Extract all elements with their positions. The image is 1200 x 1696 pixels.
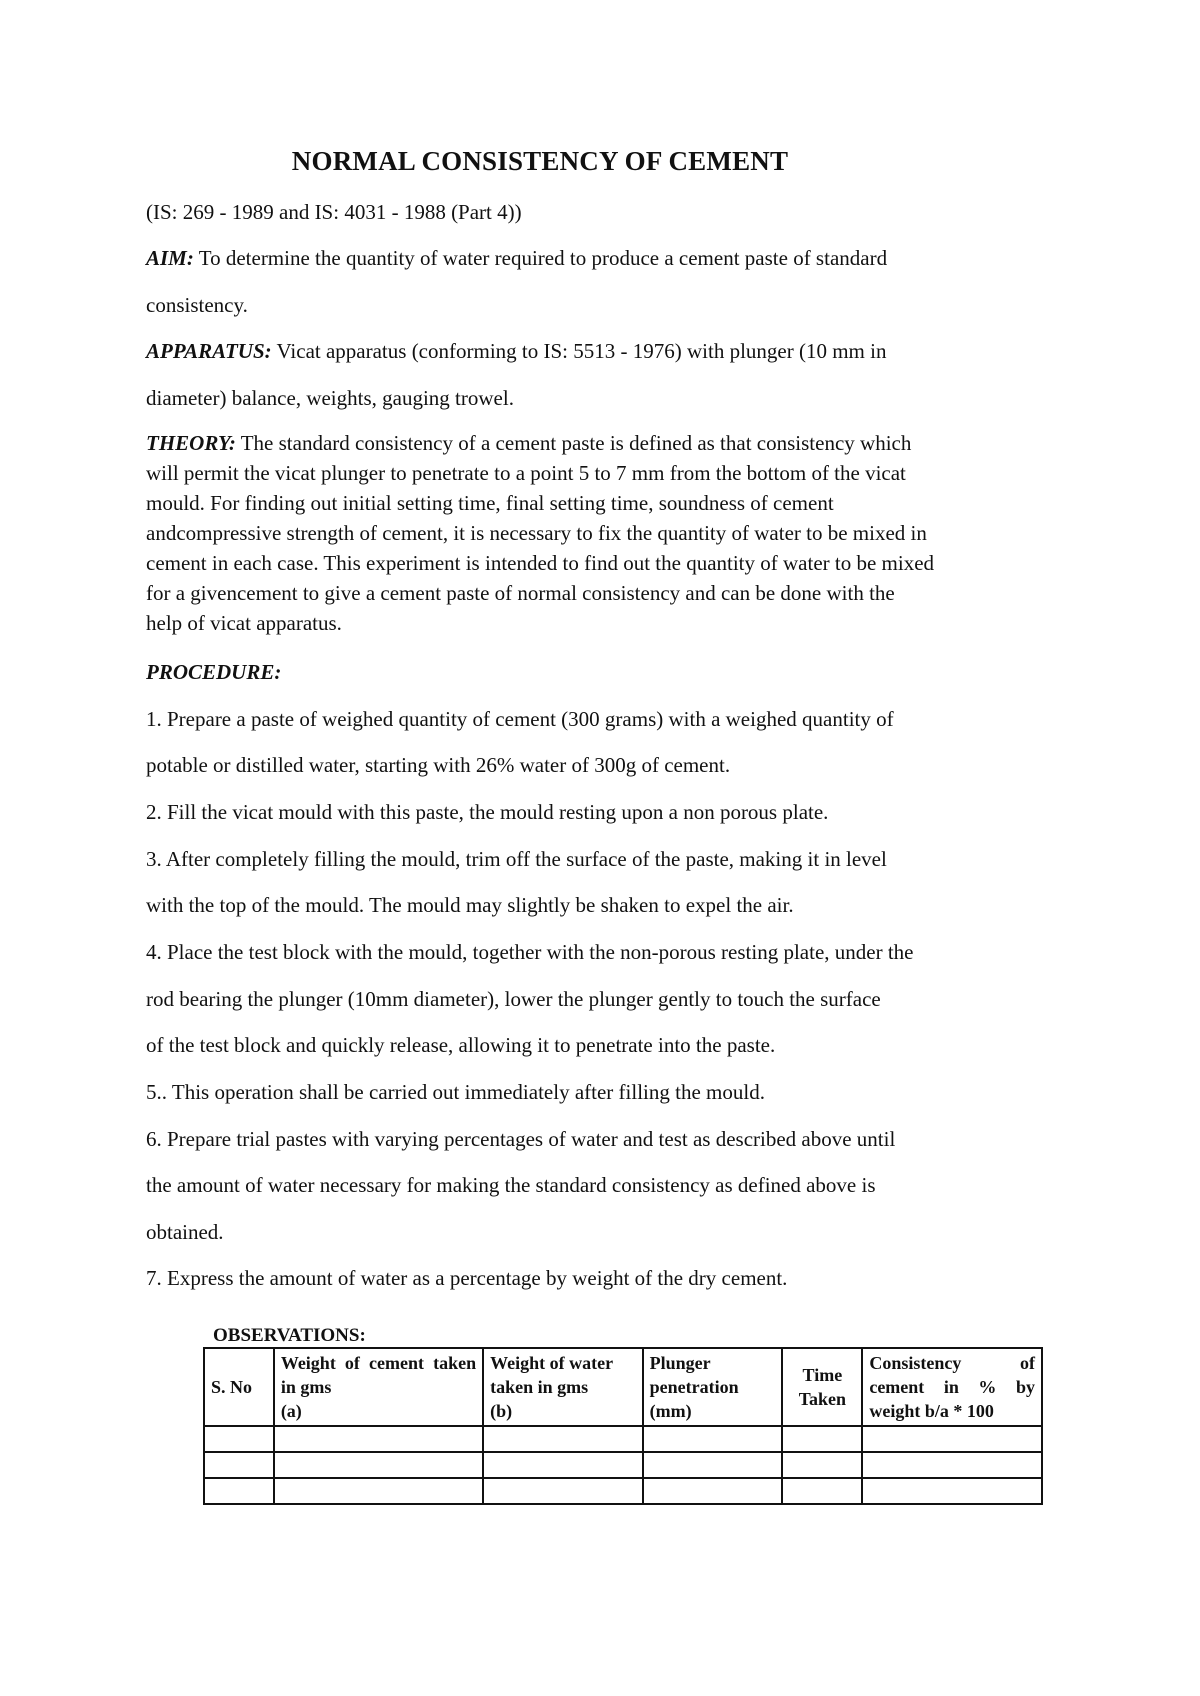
theory-section bbox=[146, 428, 1076, 638]
apparatus-text-line-2: diameter) balance, weights, gauging trowel. bbox=[146, 386, 514, 410]
theory-label: THEORY: bbox=[146, 431, 236, 455]
apparatus-text-line-1: Vicat apparatus (conforming to IS: 5513 - 1976) with plunger (10 mm in bbox=[271, 339, 887, 363]
table-cell bbox=[862, 1452, 1042, 1478]
procedure-line: the amount of water necessary for making the standard consistency as defined above is bbox=[146, 1173, 876, 1197]
header-plunger-penetration: Plunger penetration (mm) bbox=[643, 1348, 783, 1426]
table-cell bbox=[483, 1478, 643, 1504]
theory-line: The standard consistency of a cement paste is defined as that consistency which bbox=[235, 431, 912, 455]
table-cell bbox=[862, 1426, 1042, 1452]
page-title: NORMAL CONSISTENCY OF CEMENT bbox=[291, 146, 789, 176]
header-water-weight: Weight of water taken in gms (b) bbox=[483, 1348, 643, 1426]
table-header-row bbox=[204, 1348, 1042, 1426]
theory-line: andcompressive strength of cement, it is necessary to fix the quantity of water to be mixed in bbox=[146, 521, 927, 545]
table-cell bbox=[204, 1478, 274, 1504]
procedure-line: 5.. This operation shall be carried out immediately after filling the mould. bbox=[146, 1080, 765, 1104]
table-row bbox=[204, 1478, 1042, 1504]
theory-line: mould. For finding out initial setting time, final setting time, soundness of cement bbox=[146, 491, 834, 515]
observations-table bbox=[203, 1347, 1043, 1505]
procedure-line: 2. Fill the vicat mould with this paste, the mould resting upon a non porous plate. bbox=[146, 800, 829, 824]
table-cell bbox=[782, 1426, 862, 1452]
aim-section bbox=[146, 246, 887, 271]
table-cell bbox=[782, 1478, 862, 1504]
table-cell bbox=[483, 1426, 643, 1452]
procedure-line: 1. Prepare a paste of weighed quantity of cement (300 grams) with a weighed quantity of bbox=[146, 707, 894, 731]
table-cell bbox=[643, 1478, 783, 1504]
table-row bbox=[204, 1452, 1042, 1478]
aim-label: AIM: bbox=[146, 246, 194, 270]
table-row bbox=[204, 1426, 1042, 1452]
header-cement-weight: Weight of cement taken in gms (a) bbox=[274, 1348, 483, 1426]
header-consistency: Consistency of cement in % by weight b/a * 100 bbox=[862, 1348, 1042, 1426]
procedure-line: 3. After completely filling the mould, trim off the surface of the paste, making it in level bbox=[146, 847, 887, 871]
apparatus-label: APPARATUS: bbox=[146, 339, 272, 363]
header-sno: S. No bbox=[204, 1348, 274, 1426]
table-cell bbox=[274, 1478, 483, 1504]
standards-reference: (IS: 269 - 1989 and IS: 4031 - 1988 (Part 4)) bbox=[146, 200, 522, 224]
table-cell bbox=[643, 1426, 783, 1452]
procedure-line: potable or distilled water, starting with 26% water of 300g of cement. bbox=[146, 753, 731, 777]
observations-title: OBSERVATIONS: bbox=[213, 1325, 366, 1346]
table-cell bbox=[643, 1452, 783, 1478]
procedure-line: 4. Place the test block with the mould, together with the non-porous resting plate, under the bbox=[146, 940, 914, 964]
table-cell bbox=[204, 1452, 274, 1478]
theory-line: for a givencement to give a cement paste of normal consistency and can be done with the bbox=[146, 581, 895, 605]
aim-text-line-1: To determine the quantity of water required to produce a cement paste of standard bbox=[193, 246, 888, 270]
procedure-line: 6. Prepare trial pastes with varying percentages of water and test as described above until bbox=[146, 1127, 896, 1151]
procedure-line: rod bearing the plunger (10mm diameter), lower the plunger gently to touch the surface bbox=[146, 987, 881, 1011]
procedure-line: obtained. bbox=[146, 1220, 224, 1244]
aim-text-line-2: consistency. bbox=[146, 293, 248, 317]
procedure-line: 7. Express the amount of water as a percentage by weight of the dry cement. bbox=[146, 1266, 788, 1290]
table-cell bbox=[782, 1452, 862, 1478]
table-cell bbox=[862, 1478, 1042, 1504]
header-time-taken: Time Taken bbox=[782, 1348, 862, 1426]
procedure-label: PROCEDURE: bbox=[146, 660, 282, 684]
theory-line: will permit the vicat plunger to penetrate to a point 5 to 7 mm from the bottom of the vicat bbox=[146, 461, 906, 485]
procedure-line: with the top of the mould. The mould may slightly be shaken to expel the air. bbox=[146, 893, 794, 917]
table-cell bbox=[204, 1426, 274, 1452]
theory-line: help of vicat apparatus. bbox=[146, 611, 342, 635]
table-cell bbox=[274, 1452, 483, 1478]
table-cell bbox=[274, 1426, 483, 1452]
theory-line: cement in each case. This experiment is intended to find out the quantity of water to be mixed bbox=[146, 551, 935, 575]
procedure-line: of the test block and quickly release, allowing it to penetrate into the paste. bbox=[146, 1033, 776, 1057]
table-cell bbox=[483, 1452, 643, 1478]
apparatus-section bbox=[146, 339, 886, 364]
